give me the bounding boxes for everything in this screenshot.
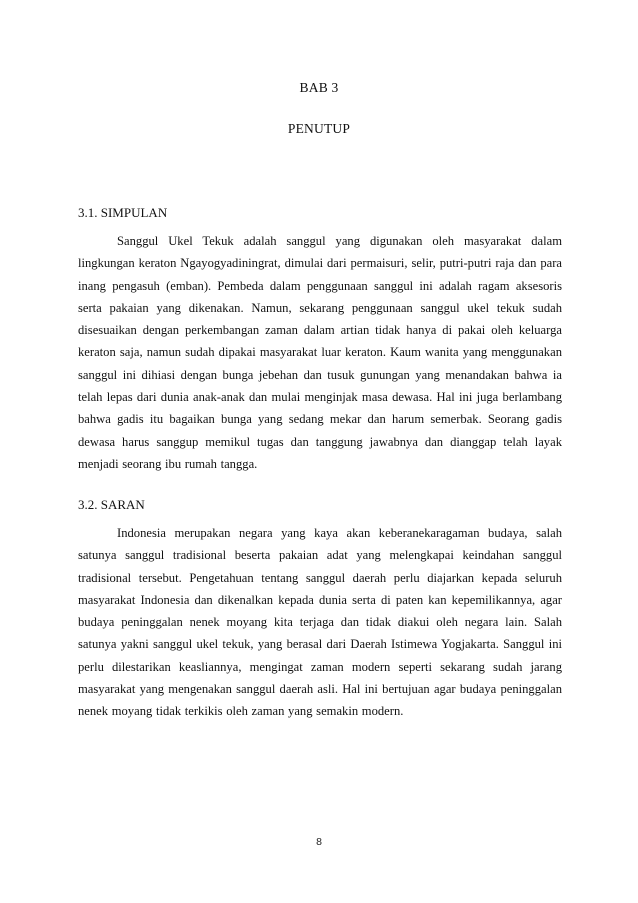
section-heading-simpulan: 3.1. SIMPULAN — [78, 205, 168, 220]
paragraph-simpulan: Sanggul Ukel Tekuk adalah sanggul yang digunakan oleh masyarakat dalam lingkungan keraton Ngayogyadiningrat, dimulai dari permaisuri, selir, putri-putri raja dan para inang pengasuh (emban). Pembeda dalam penggunaan sanggul ini adalah ragam aksesoris serta pakaian yang dikenakan. Namun, sekarang penggunaan sanggul ukel tekuk sudah disesuaikan dengan perkembangan zaman dalam artian tidak hanya di pakai oleh keluarga keraton saja, namun sudah dipakai masyarakat luar keraton. Kaum wanita yang menggunakan sanggul ini dihiasi dengan bunga jebehan dan tusuk gunungan yang menandakan bahwa ia telah lepas dari dunia anak-anak dan mulai menginjak masa dewasa. Hal ini juga berlambang bahwa gadis itu bagaikan bunga yang sedang mekar dan harum semerbak. Seorang gadis dewasa harus sanggup memikul tugas dan tanggung jawabnya dan dianggap telah layak menjadi seorang ibu rumah tangga. — [78, 234, 562, 471]
chapter-title: PENUTUP — [287, 121, 351, 136]
section-heading-saran: 3.2. SARAN — [78, 497, 145, 512]
chapter-number: BAB 3 — [299, 80, 339, 95]
page-number: 8 — [316, 836, 322, 848]
paragraph-saran: Indonesia merupakan negara yang kaya akan keberanekaragaman budaya, salah satunya sanggul tradisional beserta pakaian adat yang melengkapai keindahan sanggul tradisional tersebut. Pengetahuan tentang sanggul daerah perlu diajarkan kepada seluruh masyarakat Indonesia dan dikenalkan kepada dunia serta di paten kan kepemilikannya, agar budaya peninggalan nenek moyang kita terjaga dan tidak diakui oleh negara lain. Salah satunya yakni sanggul ukel tekuk, yang berasal dari Daerah Istimewa Yogjakarta. Sanggul ini perlu dilestarikan keasliannya, mengingat zaman modern seperti sekarang sudah jarang masyarakat yang mengenakan sanggul daerah asli. Hal ini bertujuan agar budaya peninggalan nenek moyang tidak terkikis oleh zaman yang semakin modern. — [78, 526, 562, 719]
